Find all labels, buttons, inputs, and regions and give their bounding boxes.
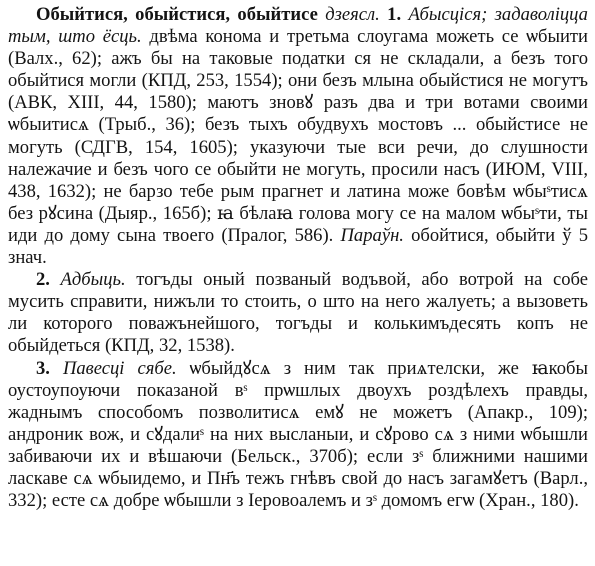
entry-sense-3 <box>8 358 588 513</box>
sense-citations: двѣма конома и третьма слоугама можеть се ѡбыити (Валх., 62); ажъ бы на таковые податки ся не складали, а безъ того обыйтися могли (КПД, 253, 1554); они безъ млына обыйстися не могутъ (АВК, XIII, 44, 1580); маютъ зновꙋ разъ два и три вотами своими ѡбыитисѧ (Трыб., 36); безъ тыхъ обудвухъ мостовъ ... обыйстисе не могуть (СДГВ, 154, 1605); указуючи тые вси речи, до слушности належачие и безъ чого се обыйти не могуть, просили насъ (ИЮМ, VIII, 438, 1632); не барзо тебе рым прагнет и латина може бовѣм ѡбыˢтисѧ без рꙋсина (Дыяр., 165б); ꙗ бѣлаꙗ голова могу се на малом ѡбыˢти, ты иди до дому сына твоего (Пралог, 586). <box>8 26 588 246</box>
sense-number: 2. <box>36 269 50 291</box>
sense-gloss: Адбыць. <box>60 269 126 291</box>
entry-sense-1 <box>8 4 588 269</box>
entry-sense-2 <box>8 269 588 357</box>
see-also-label: Параўн. <box>340 224 404 246</box>
dictionary-page <box>8 4 588 512</box>
sense-citations: ѡбыйдꙋсѧ з ним так приѧтелски, же ꙗкобы оустоупоуючи показаной вˢ прѡшлых двоухъ роздѣлехъ правды, жаднымъ способомъ позволитисѧ емꙋ не можетъ (Апакр., 109); андроник вож, и сꙋдалиˢ на них высланыи, и сꙋрово сѧ з ними ѡбышли забиваючи их и вѣшаючи (Бельск., 370б); если зˢ ближними нашими ласкаве сѧ ѡбыидемо, и Пн҃ъ тежъ гнѣвъ свой до насъ загамꙋетъ (Варл., 332); есте сѧ добре ѡбышли з Іеровоалемъ и зˢ домомъ егѡ (Хран., 180). <box>8 357 588 512</box>
sense-number: 3. <box>36 357 50 379</box>
sense-citations: тогъды оный позваный водъвой, або вотрой на собе мусить справити, нижъли то стоить, о што на него жалуеть; а вызоветь ли которого поважънейшого, тогъды и колькимъдесять копъ не обыйдеться (КПД, 32, 1538). <box>8 269 588 357</box>
sense-number: 1. <box>387 4 402 25</box>
sense-gloss: Абысціся; задаволіцца тым, што ёсць. <box>8 4 588 48</box>
see-also-text: обойтися, обыйти ў 5 знач. <box>8 224 589 269</box>
sense-gloss: Павесці сябе. <box>62 357 177 379</box>
part-of-speech: дзеясл. <box>325 4 380 25</box>
entry-headword: Обыйтися, обыйстися, обыйтисе <box>36 4 318 25</box>
